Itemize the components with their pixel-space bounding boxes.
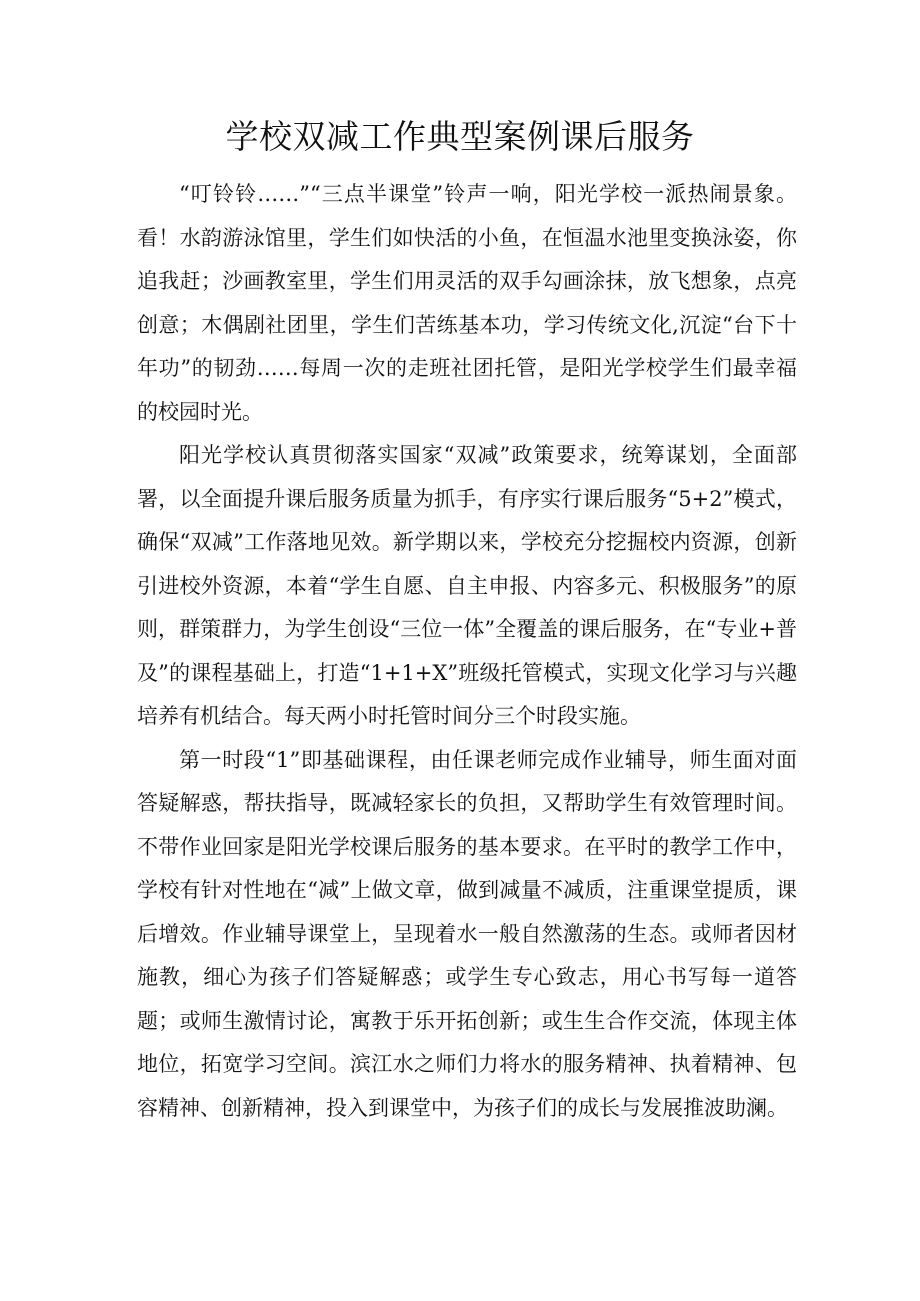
- document-title: 学校双减工作典型案例课后服务: [225, 117, 695, 156]
- paragraph-first-period: 第一时段“1”即基础课程，由任课老师完成作业辅导，师生面对面答疑解惑，帮扶指导，既减轻家长的负担，又帮助学生有效管理时间。不带作业回家是阳光学校课后服务的基本要求。在平时的教学工作中，学校有针对性地在“减”上做文章，做到减量不减质，注重课堂提质，课后增效。作业辅导课堂上，呈现着水一般自然激荡的生态。或师者因材施教，细心为孩子们答疑解惑；或学生专心致志，用心书写每一道答题；或师生激情讨论，寓教于乐开拓创新；或生生合作交流，体现主体地位，拓宽学习空间。滨江水之师们力将水的服务精神、执着精神、包容精神、创新精神，投入到课堂中，为孩子们的成长与发展推波助澜。: [137, 747, 797, 1120]
- document-body: [137, 173, 797, 1130]
- paragraph-policy: 阳光学校认真贯彻落实国家“双减”政策要求，统筹谋划，全面部署，以全面提升课后服务质量为抓手，有序实行课后服务“5+2”模式，确保“双减”工作落地见效。新学期以来，学校充分挖掘校内资源，创新引进校外资源，本着“学生自愿、自主申报、内容多元、积极服务”的原则，群策群力，为学生创设“三位一体”全覆盖的课后服务，在“专业+普及”的课程基础上，打造“1+1+X”班级托管模式，实现文化学习与兴趣培养有机结合。每天两小时托管时间分三个时段实施。: [137, 443, 797, 728]
- paragraph-intro: “叮铃铃……”“三点半课堂”铃声一响，阳光学校一派热闹景象。看！水韵游泳馆里，学生们如快活的小鱼，在恒温水池里变换泳姿，你追我赶；沙画教室里，学生们用灵活的双手勾画涂抹，放飞想象，点亮创意；木偶剧社团里，学生们苦练基本功，学习传统文化,沉淀“台下十年功”的韧劲……每周一次的走班社团托管，是阳光学校学生们最幸福的校园时光。: [137, 182, 797, 424]
